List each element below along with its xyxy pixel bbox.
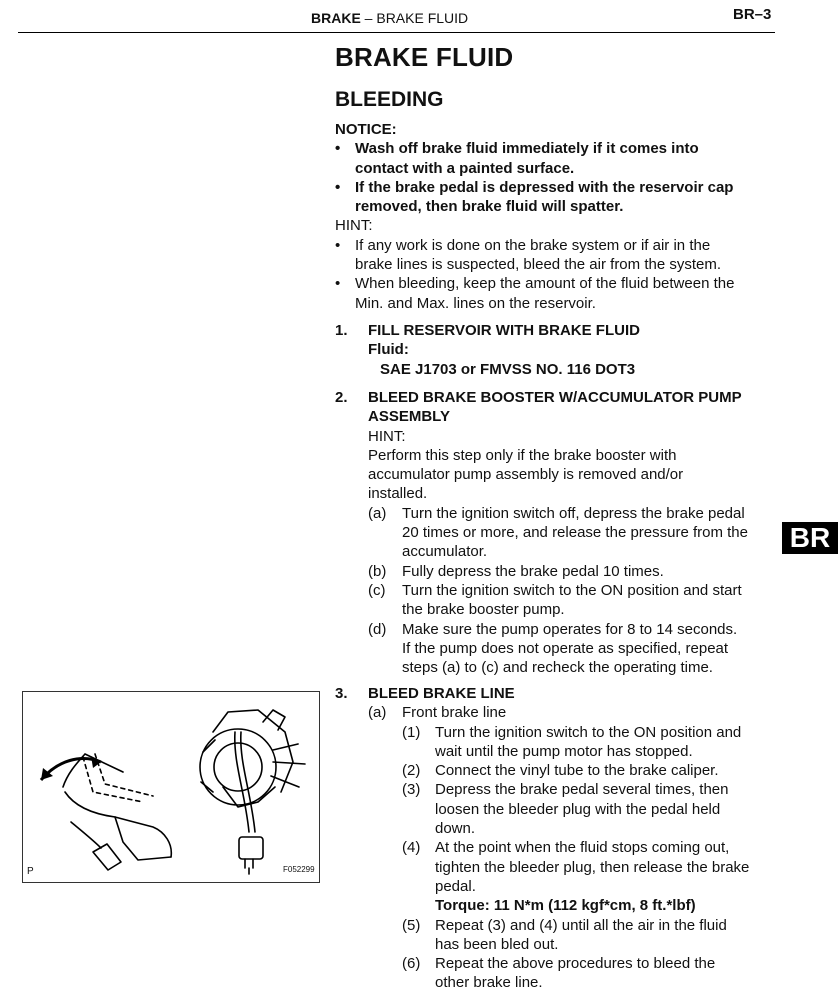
running-header <box>311 10 468 26</box>
item-line: Repeat the above procedures to bleed the <box>435 955 716 973</box>
hint-line: installed. <box>368 485 428 503</box>
procedure-item <box>402 761 780 780</box>
header-section: BRAKE <box>311 10 361 26</box>
item-line: wait until the pump motor has stopped. <box>435 742 693 760</box>
bullet-dot: • <box>335 178 341 196</box>
item-label: (1) <box>402 723 421 741</box>
hint-line: brake lines is suspected, bleed the air from the system. <box>355 256 722 274</box>
substep-label: (b) <box>368 562 387 580</box>
item-label: (4) <box>402 839 421 857</box>
substep-line: Turn the ignition switch off, depress the brake pedal <box>402 504 745 522</box>
figure-code: F052299 <box>283 865 315 874</box>
notice-bullet <box>335 178 775 217</box>
hint-bullet <box>335 236 775 275</box>
item-line: down. <box>435 820 476 838</box>
fluid-label: Fluid: <box>368 341 409 359</box>
item-label: (2) <box>402 762 421 780</box>
bullet-dot: • <box>335 275 341 293</box>
hint-line: Min. and Max. lines on the reservoir. <box>355 294 596 312</box>
hint-label: HINT: <box>368 427 406 445</box>
header-separator: – <box>360 10 377 26</box>
substep-title: Front brake line <box>402 704 507 722</box>
notice-line: contact with a painted surface. <box>355 159 575 177</box>
step-title: BLEED BRAKE LINE <box>368 685 515 702</box>
bullet-dot: • <box>335 236 341 254</box>
substep-label: (a) <box>368 704 387 722</box>
substep <box>368 581 780 620</box>
substep <box>368 620 780 678</box>
substep-label: (a) <box>368 504 387 522</box>
procedure-item <box>402 780 780 838</box>
procedure-item <box>402 916 780 955</box>
notice-line: Wash off brake fluid immediately if it comes into <box>355 140 699 158</box>
item-line: Connect the vinyl tube to the brake caliper. <box>435 762 719 780</box>
notice-label: NOTICE: <box>335 121 397 138</box>
page-title: BRAKE FLUID <box>335 42 514 72</box>
substep-line: accumulator. <box>402 543 488 561</box>
substep <box>368 562 780 581</box>
item-label: (3) <box>402 781 421 799</box>
torque-spec: Torque: 11 N*m (112 kgf*cm, 8 ft.*lbf) <box>435 897 696 915</box>
bullet-dot: • <box>335 140 341 158</box>
step-title-line: ASSEMBLY <box>368 408 450 426</box>
item-line: Depress the brake pedal several times, then <box>435 781 729 799</box>
item-label: (5) <box>402 916 421 934</box>
hint-line: When bleeding, keep the amount of the fluid between the <box>355 275 735 293</box>
figure-corner-label: P <box>27 866 34 877</box>
section-tab: BR <box>782 522 838 554</box>
substep-line: Make sure the pump operates for 8 to 14 seconds. <box>402 620 738 638</box>
bleeding-illustration <box>22 691 320 883</box>
substep-label: (c) <box>368 581 386 599</box>
substep-label: (d) <box>368 620 387 638</box>
fluid-spec: SAE J1703 or FMVSS NO. 116 DOT3 <box>380 360 636 378</box>
item-line: has been bled out. <box>435 935 559 953</box>
substep-line: Fully depress the brake pedal 10 times. <box>402 562 664 580</box>
procedure-item <box>402 723 780 762</box>
substep <box>368 504 780 562</box>
notice-bullet <box>335 139 775 178</box>
item-line: other brake line. <box>435 974 543 992</box>
substep <box>368 703 780 992</box>
step-2 <box>335 388 780 677</box>
item-label: (6) <box>402 955 421 973</box>
item-line: Repeat (3) and (4) until all the air in the fluid <box>435 916 727 934</box>
substep-line: If the pump does not operate as specified, repeat <box>402 639 729 657</box>
step-number: 2. <box>335 389 348 406</box>
notice-block <box>335 120 775 313</box>
substep-line: the brake booster pump. <box>402 601 565 619</box>
item-line: tighten the bleeder plug, then release the brake <box>435 858 750 876</box>
step-number: 1. <box>335 322 348 339</box>
hint-bullet <box>335 274 775 313</box>
hint-line: Perform this step only if the brake booster with <box>368 446 677 464</box>
step-number: 3. <box>335 685 348 702</box>
header-rule <box>18 32 775 33</box>
item-line: At the point when the fluid stops coming out, <box>435 839 730 857</box>
step-title: FILL RESERVOIR WITH BRAKE FLUID <box>368 322 640 339</box>
procedure-item <box>402 954 780 993</box>
pedal-and-caliper-drawing <box>23 692 319 882</box>
step-1 <box>335 321 775 379</box>
hint-label: HINT: <box>335 217 373 235</box>
page-number: BR–3 <box>733 6 772 23</box>
substep-line: steps (a) to (c) and recheck the operating time. <box>402 659 713 677</box>
step-3 <box>335 684 780 993</box>
item-line: pedal. <box>435 877 476 895</box>
substep-line: Turn the ignition switch to the ON position and start <box>402 581 742 599</box>
item-line: loosen the bleeder plug with the pedal held <box>435 800 721 818</box>
hint-line: accumulator pump assembly is removed and/or <box>368 466 684 484</box>
hint-line: If any work is done on the brake system or if air in the <box>355 236 711 254</box>
notice-line: If the brake pedal is depressed with the reservoir cap <box>355 178 734 196</box>
header-subsection: BRAKE FLUID <box>376 10 469 26</box>
notice-line: removed, then brake fluid will spatter. <box>355 198 624 216</box>
procedure-item <box>402 838 780 915</box>
section-title: BLEEDING <box>335 88 444 111</box>
item-line: Turn the ignition switch to the ON position and <box>435 723 742 741</box>
substep-line: 20 times or more, and release the pressure from the <box>402 524 748 542</box>
step-title-line: BLEED BRAKE BOOSTER W/ACCUMULATOR PUMP <box>368 389 742 406</box>
